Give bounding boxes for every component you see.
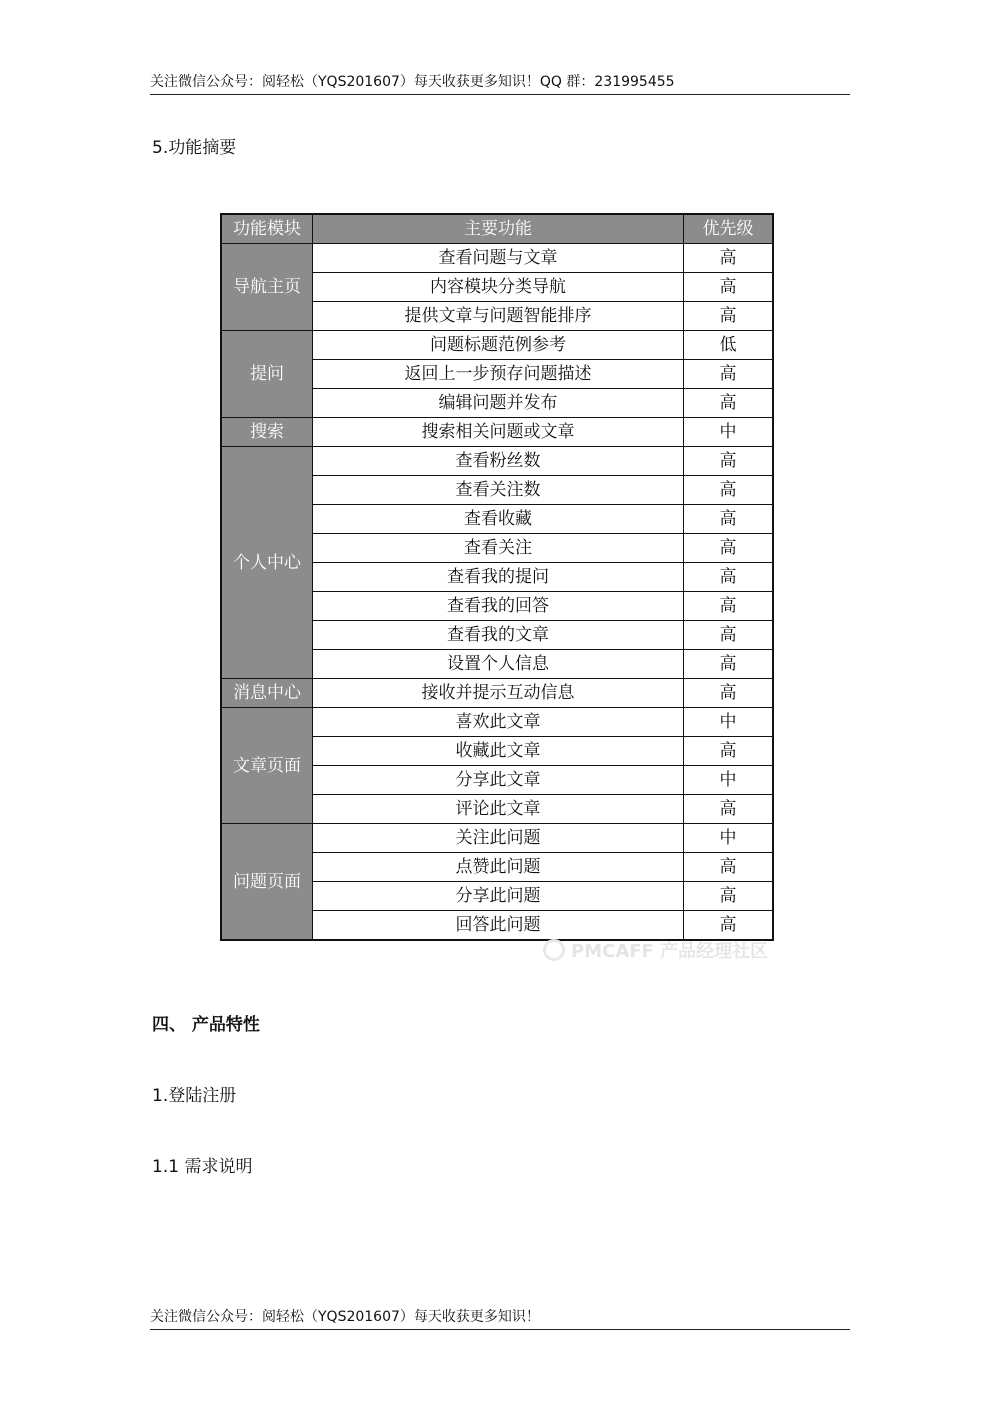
table-row xyxy=(221,244,773,273)
priority-cell: 高 xyxy=(684,505,774,534)
priority-cell: 高 xyxy=(684,650,774,679)
column-header-module: 功能模块 xyxy=(221,214,313,244)
table-row xyxy=(221,708,773,737)
priority-cell: 高 xyxy=(684,302,774,331)
table-row xyxy=(221,331,773,360)
priority-cell: 中 xyxy=(684,824,774,853)
function-cell: 查看我的回答 xyxy=(313,592,684,621)
function-cell: 喜欢此文章 xyxy=(313,708,684,737)
function-cell: 提供文章与问题智能排序 xyxy=(313,302,684,331)
function-cell: 查看粉丝数 xyxy=(313,447,684,476)
priority-cell: 中 xyxy=(684,766,774,795)
function-cell: 查看我的提问 xyxy=(313,563,684,592)
function-cell: 内容模块分类导航 xyxy=(313,273,684,302)
priority-cell: 高 xyxy=(684,737,774,766)
priority-cell: 高 xyxy=(684,882,774,911)
module-cell: 消息中心 xyxy=(221,679,313,708)
priority-cell: 高 xyxy=(684,563,774,592)
priority-cell: 高 xyxy=(684,534,774,563)
module-cell: 导航主页 xyxy=(221,244,313,331)
function-cell: 接收并提示互动信息 xyxy=(313,679,684,708)
priority-cell: 高 xyxy=(684,592,774,621)
function-cell: 查看问题与文章 xyxy=(313,244,684,273)
column-header-function: 主要功能 xyxy=(313,214,684,244)
priority-cell: 高 xyxy=(684,911,774,941)
function-cell: 返回上一步预存问题描述 xyxy=(313,360,684,389)
function-cell: 查看关注数 xyxy=(313,476,684,505)
section-heading-product-features: 四、 产品特性 xyxy=(152,1015,260,1035)
section-heading-feature-summary: 5.功能摘要 xyxy=(152,138,237,158)
priority-cell: 高 xyxy=(684,244,774,273)
function-cell: 查看关注 xyxy=(313,534,684,563)
pmcaff-logo-icon xyxy=(543,939,565,961)
priority-cell: 高 xyxy=(684,795,774,824)
priority-cell: 高 xyxy=(684,273,774,302)
page-footer: 关注微信公众号：阅轻松（YQS201607）每天收获更多知识！ xyxy=(150,1307,850,1330)
module-cell: 提问 xyxy=(221,331,313,418)
function-cell: 搜索相关问题或文章 xyxy=(313,418,684,447)
function-cell: 评论此文章 xyxy=(313,795,684,824)
module-cell: 搜索 xyxy=(221,418,313,447)
table-row xyxy=(221,679,773,708)
function-cell: 分享此文章 xyxy=(313,766,684,795)
priority-cell: 中 xyxy=(684,418,774,447)
function-cell: 回答此问题 xyxy=(313,911,684,941)
table-row xyxy=(221,447,773,476)
priority-cell: 高 xyxy=(684,389,774,418)
priority-cell: 高 xyxy=(684,447,774,476)
watermark xyxy=(543,935,783,965)
feature-table-body xyxy=(221,244,773,941)
module-cell: 个人中心 xyxy=(221,447,313,679)
module-cell: 问题页面 xyxy=(221,824,313,941)
function-cell: 收藏此文章 xyxy=(313,737,684,766)
section-heading-login-register: 1.登陆注册 xyxy=(152,1086,237,1106)
priority-cell: 低 xyxy=(684,331,774,360)
function-cell: 分享此问题 xyxy=(313,882,684,911)
feature-table xyxy=(220,213,774,941)
function-cell: 编辑问题并发布 xyxy=(313,389,684,418)
priority-cell: 高 xyxy=(684,360,774,389)
watermark-text: PMCAFF 产品经理社区 xyxy=(571,941,769,962)
table-header-row xyxy=(221,214,773,244)
priority-cell: 高 xyxy=(684,621,774,650)
function-cell: 设置个人信息 xyxy=(313,650,684,679)
column-header-priority: 优先级 xyxy=(684,214,774,244)
priority-cell: 高 xyxy=(684,476,774,505)
priority-cell: 高 xyxy=(684,679,774,708)
function-cell: 查看我的文章 xyxy=(313,621,684,650)
page-header: 关注微信公众号：阅轻松（YQS201607）每天收获更多知识！QQ 群：231995455 xyxy=(150,72,850,95)
section-heading-requirements: 1.1 需求说明 xyxy=(152,1157,253,1177)
function-cell: 问题标题范例参考 xyxy=(313,331,684,360)
priority-cell: 高 xyxy=(684,853,774,882)
table-row xyxy=(221,824,773,853)
function-cell: 查看收藏 xyxy=(313,505,684,534)
function-cell: 点赞此问题 xyxy=(313,853,684,882)
module-cell: 文章页面 xyxy=(221,708,313,824)
priority-cell: 中 xyxy=(684,708,774,737)
function-cell: 关注此问题 xyxy=(313,824,684,853)
table-row xyxy=(221,418,773,447)
